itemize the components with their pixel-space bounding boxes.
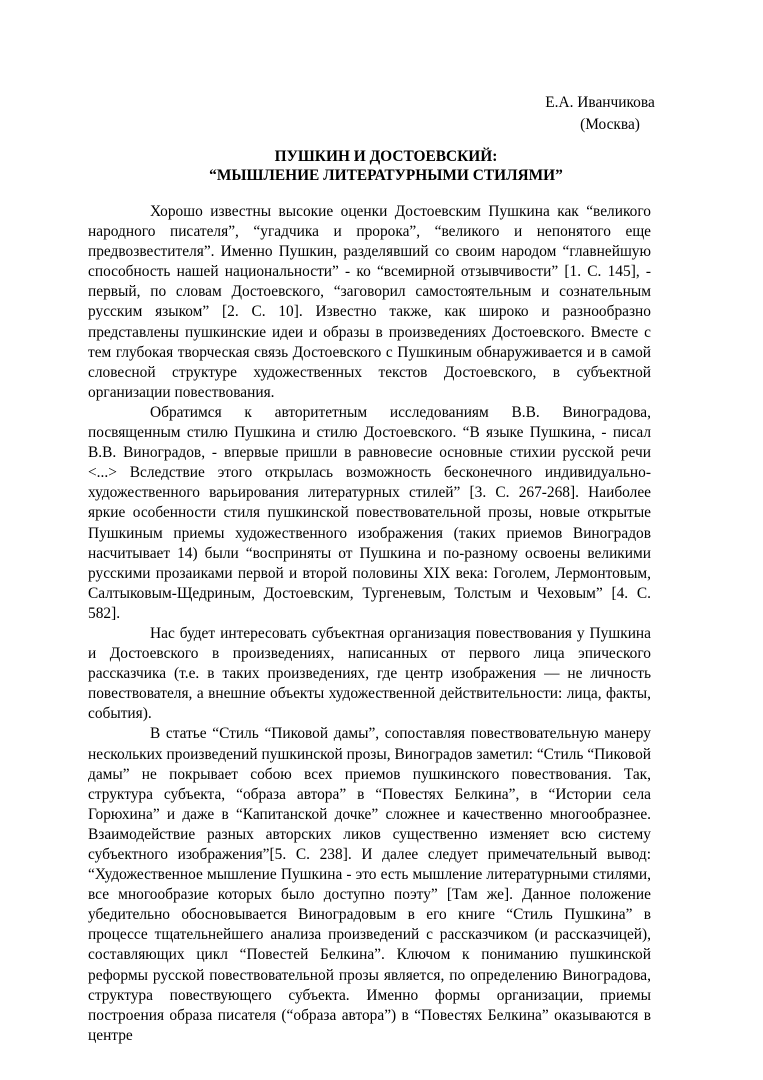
paragraph-2: Обратимся к авторитетным исследованиям В.В. Виноградова, посвященным стилю Пушкина и стилю Достоевского. “В языке Пушкина, - писал В.В. Виноградов, - впервые пришли в равновесие основные стихии русской речи <...> Вследствие этого открылась возможность бесконечного индивидуально-художественного варьирования литературных стилей” [3. С. 267-268]. Наиболее яркие особенности стиля пушкинской повествовательной прозы, новые открытые Пушкиным приемы художественного изображения (таких приемов Виноградов насчитывает 14) были “восприняты от Пушкина и по-разному освоены великими русскими прозаиками первой и второй половины XIX века: Гоголем, Лермонтовым, Салтыковым-Щедриным, Достоевским, Тургеневым, Толстым и Чеховым” [4. С. 582].: [88, 403, 651, 622]
article-title: [88, 148, 684, 185]
paragraph-4: В статье “Стиль “Пиковой дамы”, сопоставляя повествовательную манеру нескольких произведений пушкинской прозы, Виноградов заметил: “Стиль “Пиковой дамы” не покрывает собою всех приемов пушкинского повествования. Так, структура субъекта, “образа автора” в “Повестях Белкина”, в “Истории села Горюхина” и даже в “Капитанской дочке” сложнее и качественно многообразнее. Взаимодействие разных авторских ликов существенно изменяет всю систему субъектного изображения”[5. С. 238]. И далее следует примечательный вывод: “Художественное мышление Пушкина - это есть мышление литературными стилями, все многообразие которых было доступно поэту” [Там же]. Данное положение убедительно обосновывается Виноградовым в его книге “Стиль Пушкина” в процессе тщательнейшего анализа произведений с рассказчиком (и рассказчицей), составляющих цикл “Повестей Белкина”. Ключом к пониманию пушкинской реформы русской повествовательной прозы является, по определению Виноградова, структура повествующего субъекта. Именно формы организации, приемы построения образа писателя (“образа автора”) в “Повестях Белкина” оказываются в центре: [88, 725, 651, 1044]
author-block: [500, 92, 700, 136]
paragraph-1: Хорошо известны высокие оценки Достоевским Пушкина как “великого народного писателя”, “угадчика и пророка”, “великого и непонятого еще предвозвестителя”. Именно Пушкин, разделявший со своим народом “главнейшую способность нашей национальности” - ко “всемирной отзывчивости” [1. С. 145], - первый, по словам Достоевского, “заговорил самостоятельным и сознательным русским языком” [2. С. 10]. Известно также, как широко и разнообразно представлены пушкинские идеи и образы в произведениях Достоевского. Вместе с тем глубокая творческая связь Достоевского с Пушкиным обнаруживается и в самой словесной структуре художественных текстов Достоевского, в субъектной организации повествования.: [88, 203, 651, 401]
paragraph-3: Нас будет интересовать субъектная организация повествования у Пушкина и Достоевского в произведениях, написанных от первого лица эпического рассказчика (т.е. в таких произведениях, где центр изображения — не личность повествователя, а внешние объекты художественной действительности: лица, факты, события).: [88, 624, 651, 723]
title-line-2: “МЫШЛЕНИЕ ЛИТЕРАТУРНЫМИ СТИЛЯМИ”: [209, 166, 563, 184]
author-name: Е.А. Иванчикова: [545, 94, 655, 111]
article-body: [88, 202, 651, 1046]
author-city: (Москва): [580, 116, 640, 133]
title-line-1: ПУШКИН И ДОСТОЕВСКИЙ:: [274, 148, 498, 165]
